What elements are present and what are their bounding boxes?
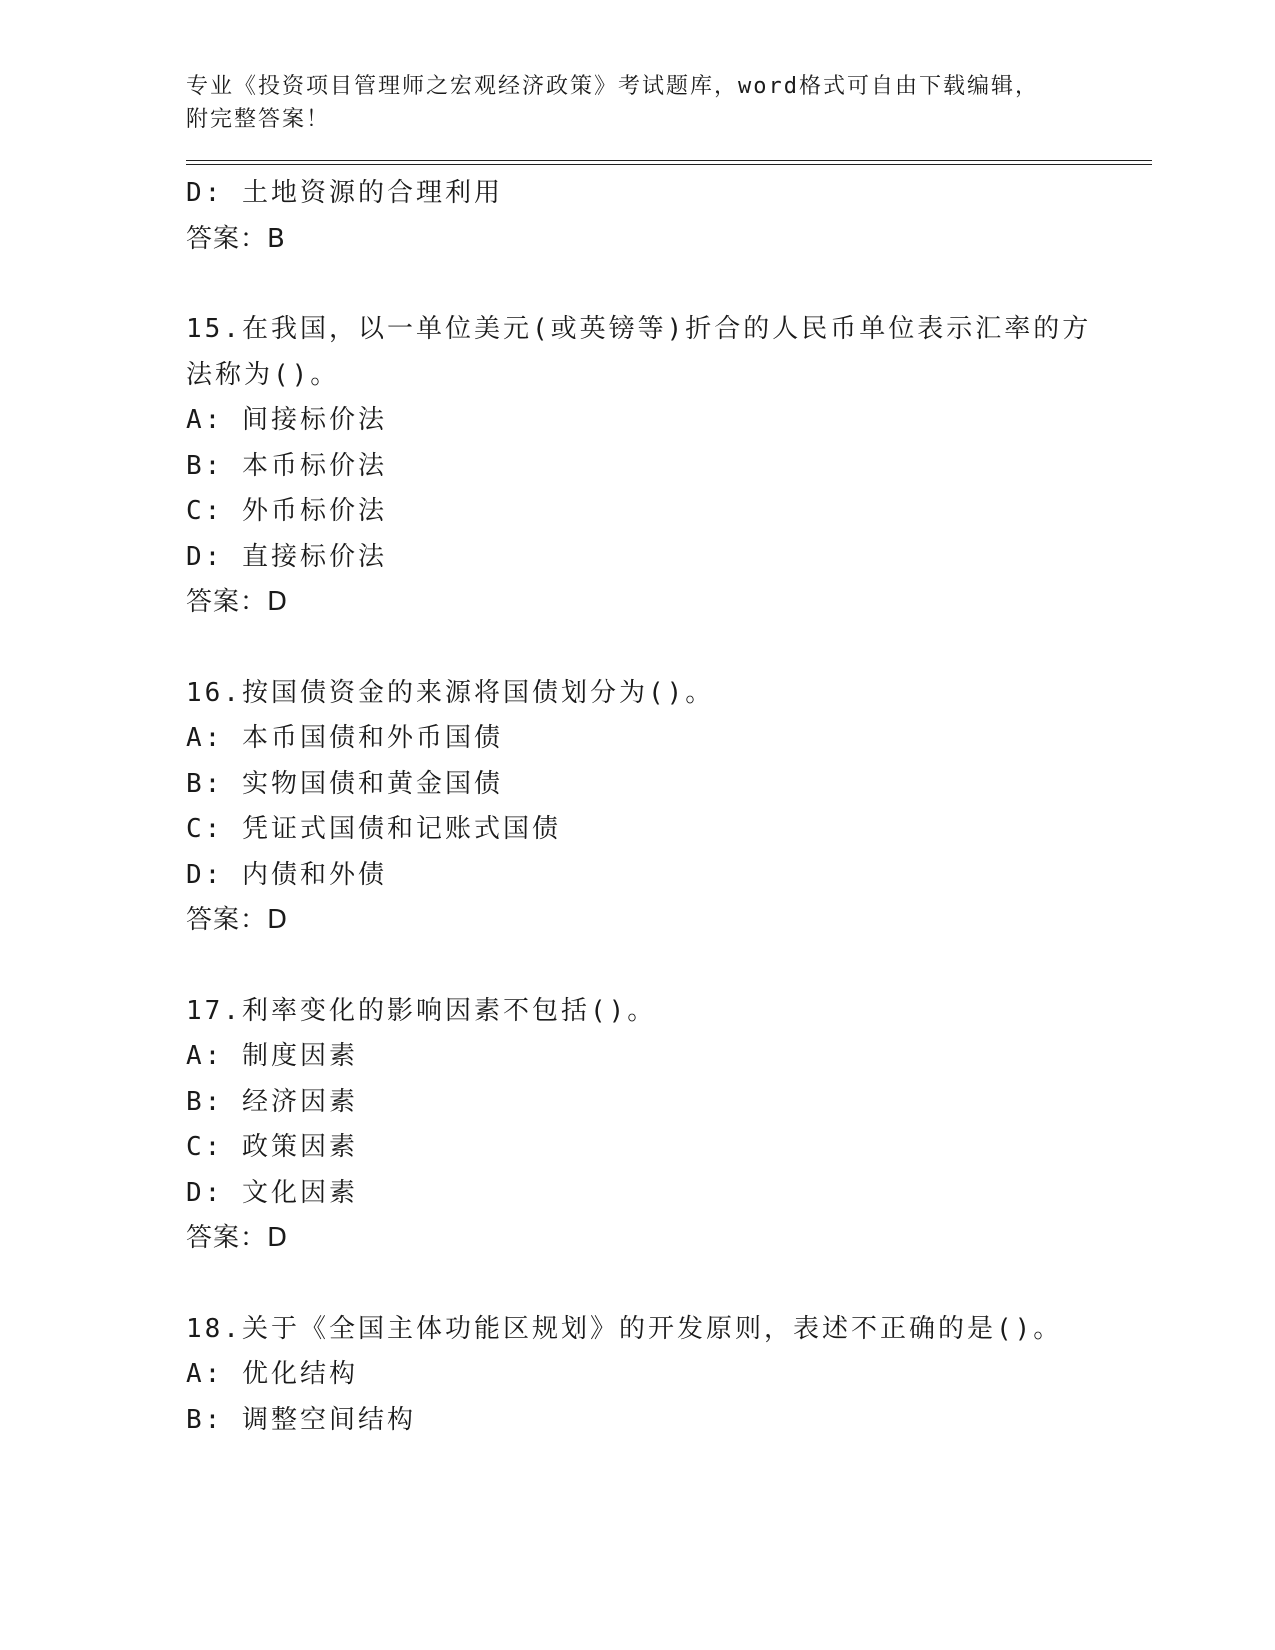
question-15 — [186, 307, 1152, 626]
option-d: D: 土地资源的合理利用 — [186, 178, 503, 208]
option-d: D: 直接标价法 — [186, 541, 387, 572]
question-stem: 18.关于《全国主体功能区规划》的开发原则，表述不正确的是()。 — [186, 1313, 1063, 1344]
option-a: A: 优化结构 — [186, 1359, 358, 1389]
option-d: D: 内债和外债 — [186, 859, 387, 890]
option-a: A: 间接标价法 — [186, 405, 387, 435]
answer-line: 答案：B — [186, 223, 286, 254]
spacer — [186, 626, 1152, 671]
header-divider — [186, 160, 1152, 165]
option-d: D: 文化因素 — [186, 1177, 358, 1208]
spacer — [186, 262, 1152, 307]
option-a: A: 本币国债和外币国债 — [186, 723, 503, 753]
answer-line: 答案：D — [186, 1223, 289, 1253]
question-stem: 17.利率变化的影响因素不包括()。 — [186, 995, 657, 1026]
option-b: B: 调整空间结构 — [186, 1404, 416, 1435]
question-stem: 15.在我国，以一单位美元(或英镑等)折合的人民币单位表示汇率的方 — [186, 314, 1092, 344]
question-stem: 16.按国债资金的来源将国债划分为()。 — [186, 677, 715, 708]
option-b: B: 本币标价法 — [186, 450, 387, 481]
answer-line: 答案：D — [186, 905, 289, 935]
question-18 — [186, 1307, 1152, 1444]
option-b: B: 实物国债和黄金国债 — [186, 768, 503, 799]
question-14-tail — [186, 171, 1152, 262]
question-stem-continued: 法称为()。 — [186, 359, 340, 390]
spacer — [186, 1262, 1152, 1307]
question-16 — [186, 671, 1152, 944]
header-line-1: 专业《投资项目管理师之宏观经济政策》考试题库，word格式可自由下载编辑， — [186, 74, 1039, 99]
document-header — [186, 70, 1152, 136]
header-line-2: 附完整答案！ — [186, 107, 331, 132]
document-page — [186, 70, 1152, 1443]
option-c: C: 凭证式国债和记账式国债 — [186, 814, 561, 844]
option-b: B: 经济因素 — [186, 1086, 358, 1117]
option-a: A: 制度因素 — [186, 1041, 358, 1071]
option-c: C: 外币标价法 — [186, 496, 387, 526]
question-17 — [186, 989, 1152, 1262]
option-c: C: 政策因素 — [186, 1132, 358, 1162]
spacer — [186, 944, 1152, 989]
answer-line: 答案：D — [186, 587, 289, 617]
